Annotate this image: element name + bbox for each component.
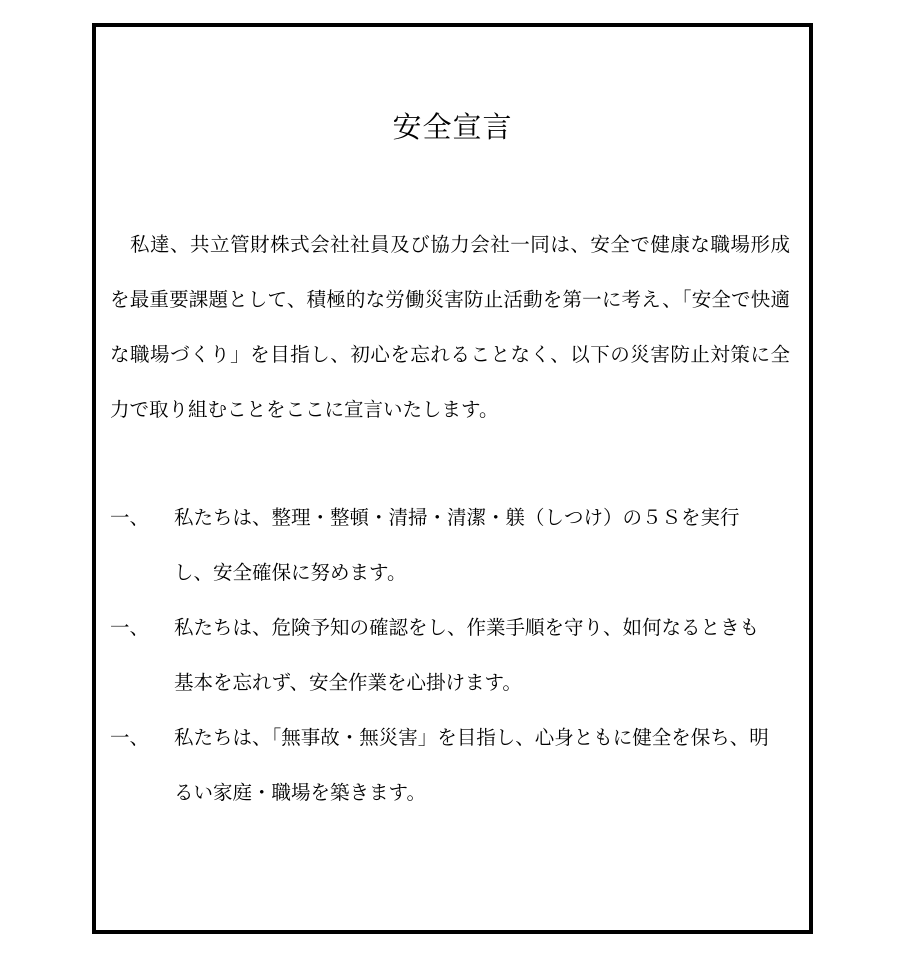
pledge-marker: 一、 xyxy=(110,616,150,639)
pledge-item xyxy=(110,600,790,710)
page-title: 安全宣言 xyxy=(392,110,513,144)
intro-paragraph: 私達、共立管財株式会社社員及び協力会社一同は、安全で健康な職場形成を最重要課題として、積極的な労働災害防止活動を第一に考え、「安全で快適な職場づくり」を目指し、初心を忘れることなく、以下の災害防止対策に全力で取り組むことをここに宣言いたします。 xyxy=(110,233,790,421)
pledge-item xyxy=(110,710,790,820)
pledge-marker: 一、 xyxy=(110,506,150,529)
declaration-frame xyxy=(92,23,813,934)
pledge-list xyxy=(110,490,790,820)
pledge-item xyxy=(110,490,790,600)
pledge-marker: 一、 xyxy=(110,726,150,749)
pledge-text: 私たちは、整理・整頓・清掃・清潔・躾（しつけ）の５Ｓを実行し、安全確保に努めます。 xyxy=(174,506,740,584)
pledge-text: 私たちは、危険予知の確認をし、作業手順を守り、如何なるときも基本を忘れず、安全作業を心掛けます。 xyxy=(174,616,760,694)
pledge-text: 私たちは、「無事故・無災害」を目指し、心身ともに健全を保ち、明るい家庭・職場を築きます。 xyxy=(174,726,769,804)
